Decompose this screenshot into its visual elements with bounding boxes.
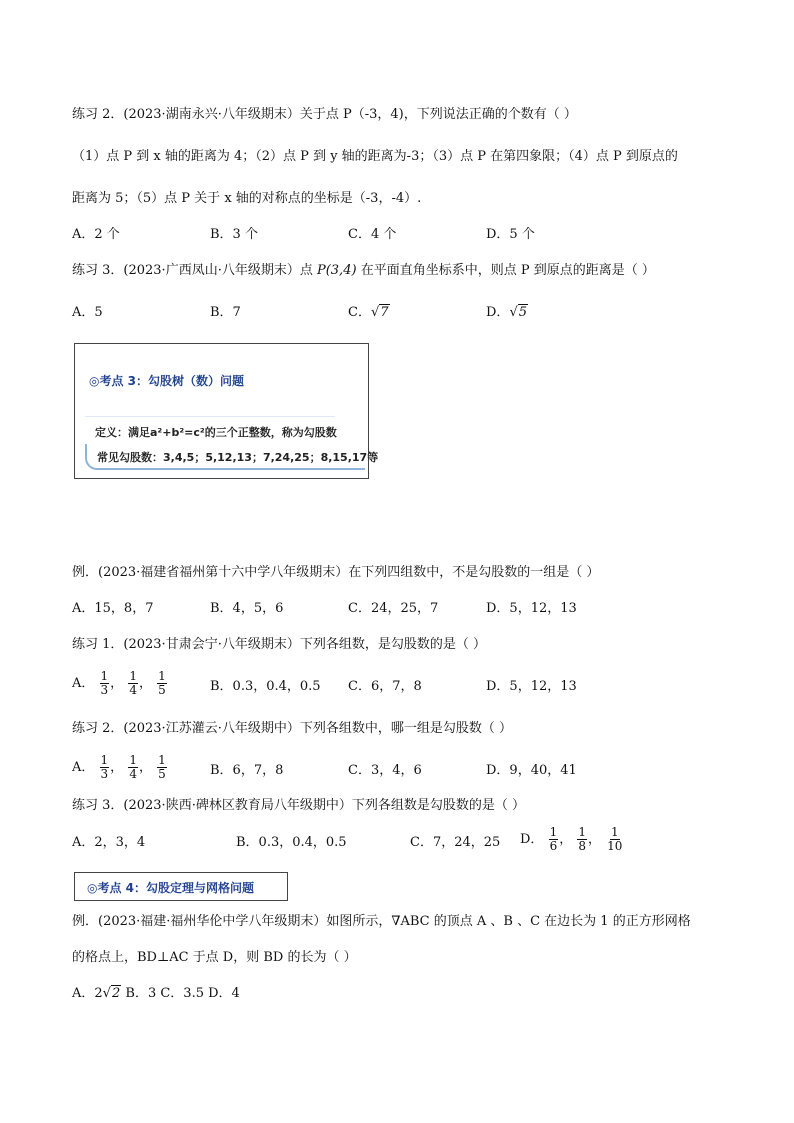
numerator: 1 [578, 825, 586, 839]
stem-text: 练习 3．(2023·广西凤山·八年级期末）点 [72, 263, 313, 278]
options-rest: B．3 C．3.5 D．4 [125, 986, 240, 1001]
topic-header [74, 872, 288, 901]
sqrt-expression: √7 [370, 305, 389, 320]
radicand: 2 [111, 986, 121, 1001]
definition-text: 定义：满足a²+b²=c²的三个正整数，称为勾股数 [95, 426, 337, 439]
option-a: A．15，8，7 [72, 601, 154, 616]
numerator: 1 [158, 753, 166, 767]
denominator: 8 [578, 839, 586, 853]
denominator: 5 [158, 683, 166, 697]
option-c: C．6，7，8 [348, 679, 422, 694]
divider [85, 416, 335, 417]
sqrt-expression: √2 [102, 986, 121, 1001]
fraction [577, 826, 587, 853]
option-d: D．5，12，13 [486, 679, 577, 694]
option-d: D．5 个 [486, 227, 535, 242]
stem-text: 在平面直角坐标系中，则点 P 到原点的距离是（ ） [360, 263, 655, 278]
question-text-line: 距离为 5；（5）点 P 关于 x 轴的对称点的坐标是（-3，-4）. [72, 191, 422, 206]
option-a: A．2，3，4 [72, 835, 146, 850]
denominator: 6 [549, 839, 558, 853]
numerator: 1 [129, 669, 137, 683]
fraction [157, 754, 167, 781]
numerator: 1 [549, 825, 558, 839]
fraction [157, 670, 167, 697]
topic-title: ◎考点 3：勾股树（数）问题 [89, 374, 244, 388]
common-triples-callout [85, 444, 379, 470]
topic-card [74, 343, 379, 479]
option-label: A． [72, 676, 95, 691]
numerator: 1 [100, 669, 109, 683]
numerator: 1 [158, 669, 166, 683]
option-d: D．9，40，41 [486, 763, 577, 778]
options-row [72, 985, 240, 1003]
question-stem: 练习 2．(2023·湖南永兴·八年级期末）关于点 P（-3，4)，下列说法正确的个数有（ ） [72, 107, 577, 122]
option-b: B．6，7，8 [210, 763, 284, 778]
question-text-line: 例．(2023·福建·福州华伦中学八年级期末）如图所示，∇ABC 的顶点 A 、B 、C 在边长为 1 的正方形网格 [72, 914, 691, 929]
option-label: A． [72, 760, 95, 775]
option-label: D． [486, 305, 510, 320]
option-b: B．4，5，6 [210, 601, 284, 616]
radicand: 5 [518, 305, 528, 320]
option-d: D． $\frac{1}{6}$ ， $\frac{1}{8}$ ， $\frac{1}{10}$ [520, 825, 623, 853]
question-text-line: （1）点 P 到 x 轴的距离为 4；（2）点 P 到 y 轴的距离为-3；（3）点 P 在第四象限；（4）点 P 到原点的 [72, 149, 678, 164]
option-c: C．7，24，25 [410, 835, 501, 850]
denominator: 3 [100, 683, 109, 697]
option-c: C．4 个 [348, 227, 397, 242]
fraction [128, 754, 138, 781]
option-a: A．5 [72, 305, 103, 320]
option-b: B．7 [210, 305, 241, 320]
denominator: 10 [607, 839, 623, 853]
question-stem [72, 262, 655, 280]
common-triples-text: 常见勾股数：3,4,5；5,12,13；7,24,25；8,15,17等 [97, 451, 379, 464]
math-point: P(3,4) [316, 263, 357, 278]
topic-title: ◎考点 4：勾股定理与网格问题 [87, 881, 254, 895]
option-d [486, 304, 528, 322]
radicand: 7 [380, 305, 389, 320]
option-a: A． $\frac{1}{3}$ ， $\frac{1}{4}$ ， $\frac{1}{5}$ [72, 669, 166, 697]
numerator: 1 [610, 825, 619, 839]
option-a: A． $\frac{1}{3}$ ， $\frac{1}{4}$ ， $\frac{1}{5}$ [72, 753, 166, 781]
option-a: A．2 [72, 986, 103, 1001]
option-b: B．0.3，0.4，0.5 [210, 679, 321, 694]
question-text-line: 的格点上，BD⊥AC 于点 D，则 BD 的长为（ ） [72, 950, 357, 965]
option-b: B．0.3，0.4，0.5 [236, 835, 347, 850]
question-stem: 例．(2023·福建省福州第十六中学八年级期末）在下列四组数中，不是勾股数的一组是（ ） [72, 565, 600, 580]
question-stem: 练习 1．(2023·甘肃会宁·八年级期末）下列各组数，是勾股数的是（ ） [72, 637, 486, 652]
fraction [100, 670, 110, 697]
fraction [128, 670, 138, 697]
sqrt-expression: √5 [509, 305, 528, 320]
denominator: 3 [100, 767, 109, 781]
option-label: C． [348, 305, 371, 320]
option-d: D．5，12，13 [486, 601, 577, 616]
fraction [606, 826, 623, 853]
option-c: C．24，25，7 [348, 601, 439, 616]
fraction [100, 754, 110, 781]
question-stem: 练习 2．(2023·江苏灌云·八年级期中）下列各组数中，哪一组是勾股数（ ） [72, 721, 512, 736]
question-stem: 练习 3．(2023·陕西·碑林区教育局八年级期中）下列各组数是勾股数的是（ ） [72, 798, 525, 813]
numerator: 1 [100, 753, 109, 767]
option-c: C．3，4，6 [348, 763, 422, 778]
denominator: 4 [129, 767, 137, 781]
option-c [348, 304, 390, 322]
option-a: A．2 个 [72, 227, 120, 242]
denominator: 5 [158, 767, 166, 781]
option-b: B．3 个 [210, 227, 258, 242]
fraction [549, 826, 559, 853]
option-label: D． [520, 832, 544, 847]
numerator: 1 [129, 753, 137, 767]
denominator: 4 [129, 683, 137, 697]
